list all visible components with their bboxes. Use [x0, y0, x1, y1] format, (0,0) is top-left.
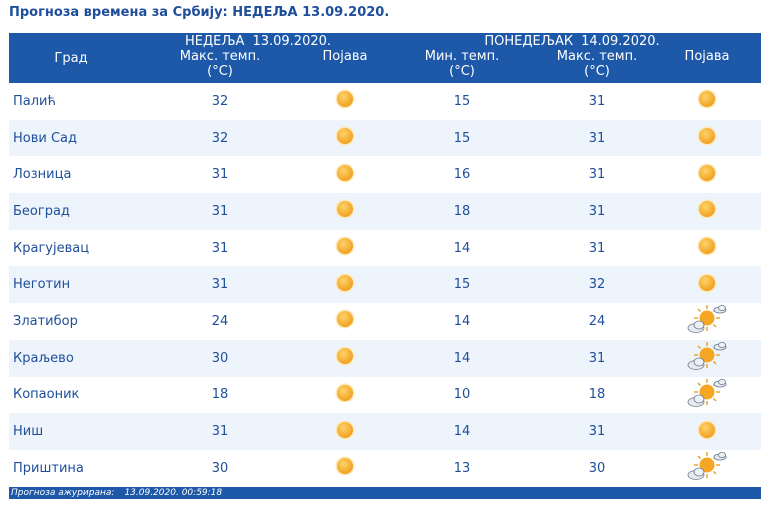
day1-max-temp: 31 [211, 424, 229, 440]
day1-phenomenon-cell [307, 156, 383, 193]
day1-max-temp: 31 [211, 167, 229, 183]
day2-max-temp: 31 [588, 240, 606, 256]
day2-min-label: Мин. темп. [424, 49, 500, 64]
table-row [9, 413, 761, 450]
city-name: Краљево [13, 350, 74, 366]
day1-name: НЕДЕЉА [184, 34, 245, 49]
city-name: Копаоник [13, 387, 80, 403]
day2-max-temp: 31 [588, 203, 606, 219]
day1-date: 13.09.2020. [252, 34, 332, 49]
day1-max-temp: 18 [211, 387, 229, 403]
sun-icon [696, 88, 718, 114]
sun-icon [334, 235, 356, 261]
day2-max-temp: 31 [588, 424, 606, 440]
sun-icon [334, 125, 356, 151]
table-row [9, 120, 761, 157]
sun-icon [334, 272, 356, 298]
day2-max-temp: 32 [588, 277, 606, 293]
sun-icon [696, 125, 718, 151]
day2-min-temp: 14 [453, 350, 471, 366]
day2-min-temp: 15 [453, 130, 471, 146]
day2-phenomenon-cell [653, 303, 761, 340]
day1-phenomenon-cell [307, 193, 383, 230]
day2-min-unit: (°C) [449, 64, 475, 79]
day2-phenomenon-cell [653, 450, 761, 487]
table-row [9, 377, 761, 414]
table-row [9, 193, 761, 230]
day2-min-temp: 14 [453, 240, 471, 256]
day2-phenomenon-cell [653, 413, 761, 450]
city-name: Палић [13, 93, 56, 109]
header-date-row [9, 33, 761, 49]
day2-max-temp: 30 [588, 460, 606, 476]
sun-icon [334, 455, 356, 481]
day1-max-unit: (°C) [207, 64, 233, 79]
sun-cloud-icon [686, 340, 728, 376]
forecast-body [9, 83, 761, 487]
sun-icon [696, 198, 718, 224]
day1-phenomenon-cell [307, 413, 383, 450]
city-column-header: Град [54, 50, 88, 66]
footer-label: Прогноза ажурирана: [11, 488, 115, 498]
day2-phenomenon-cell [653, 377, 761, 414]
day2-phenomenon-cell [653, 230, 761, 267]
day1-max-temp: 30 [211, 460, 229, 476]
table-row [9, 450, 761, 487]
day2-phenomenon-cell [653, 83, 761, 120]
day1-max-temp: 31 [211, 240, 229, 256]
day1-phenomenon-cell [307, 266, 383, 303]
sun-icon [334, 88, 356, 114]
day2-max-temp: 24 [588, 313, 606, 329]
city-name: Нови Сад [13, 130, 78, 146]
day2-min-temp: 14 [453, 313, 471, 329]
day1-phenomenon-cell [307, 450, 383, 487]
table-row [9, 156, 761, 193]
day2-phenomenon-cell [653, 266, 761, 303]
day2-min-temp: 13 [453, 460, 471, 476]
day2-max-temp: 31 [588, 167, 606, 183]
sun-icon [696, 419, 718, 445]
day2-phenomenon-cell [653, 120, 761, 157]
day1-max-temp: 31 [211, 203, 229, 219]
sun-icon [334, 198, 356, 224]
day1-max-label: Макс. темп. [179, 49, 261, 64]
table-row [9, 266, 761, 303]
day2-min-temp: 16 [453, 167, 471, 183]
forecast-table [9, 33, 761, 487]
day1-max-temp: 30 [211, 350, 229, 366]
day1-max-temp: 32 [211, 130, 229, 146]
day2-phenomenon-header: Појава [684, 49, 730, 64]
table-row [9, 340, 761, 377]
day2-min-temp: 10 [453, 387, 471, 403]
day2-min-temp: 14 [453, 424, 471, 440]
day1-max-temp: 31 [211, 277, 229, 293]
sun-icon [334, 308, 356, 334]
city-name: Приштина [13, 460, 84, 476]
day2-max-temp: 18 [588, 387, 606, 403]
city-name: Ниш [13, 424, 44, 440]
table-row [9, 230, 761, 267]
day2-max-unit: (°C) [584, 64, 610, 79]
day1-max-temp: 24 [211, 313, 229, 329]
day2-min-temp: 15 [453, 277, 471, 293]
footer-timestamp: 13.09.2020. 00:59:18 [124, 488, 223, 498]
sun-cloud-icon [686, 450, 728, 486]
sun-icon [334, 419, 356, 445]
sun-icon [334, 382, 356, 408]
sun-icon [334, 162, 356, 188]
day1-phenomenon-cell [307, 83, 383, 120]
day1-phenomenon-cell [307, 340, 383, 377]
day2-name: ПОНЕДЕЉАК [484, 34, 574, 49]
day1-phenomenon-cell [307, 377, 383, 414]
day2-min-temp-header [383, 49, 541, 83]
day2-phenomenon-cell [653, 193, 761, 230]
city-name: Београд [13, 203, 70, 219]
day2-phenomenon-cell [653, 156, 761, 193]
day2-min-temp: 18 [453, 203, 471, 219]
sun-icon [696, 272, 718, 298]
day2-max-temp: 31 [588, 93, 606, 109]
day2-max-label: Макс. темп. [556, 49, 638, 64]
city-name: Неготин [13, 277, 71, 293]
day1-header [133, 33, 383, 49]
sun-cloud-icon [686, 303, 728, 339]
sun-icon [696, 235, 718, 261]
city-name: Златибор [13, 313, 78, 329]
sun-icon [334, 345, 356, 371]
day1-phenomenon-header: Појава [322, 49, 368, 64]
day1-phenomenon-cell [307, 230, 383, 267]
page-title: Прогноза времена за Србију: НЕДЕЉА 13.09.2020. [9, 5, 390, 20]
day2-phenomenon-cell [653, 340, 761, 377]
day2-max-temp-header [541, 49, 653, 83]
footer-bar [9, 487, 761, 499]
table-row [9, 83, 761, 120]
day1-max-temp: 32 [211, 93, 229, 109]
day2-max-temp: 31 [588, 130, 606, 146]
sun-cloud-icon [686, 377, 728, 413]
city-name: Крагујевац [13, 240, 90, 256]
day2-min-temp: 15 [453, 93, 471, 109]
day2-header [383, 33, 761, 49]
sun-icon [696, 162, 718, 188]
day2-max-temp: 31 [588, 350, 606, 366]
city-name: Лозница [13, 167, 72, 183]
day1-phenomenon-cell [307, 120, 383, 157]
day1-phenomenon-cell [307, 303, 383, 340]
day2-date: 14.09.2020. [581, 34, 660, 49]
table-row [9, 303, 761, 340]
day1-max-temp-header [133, 49, 307, 83]
